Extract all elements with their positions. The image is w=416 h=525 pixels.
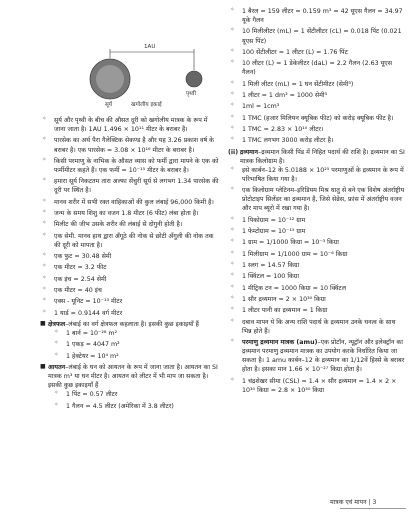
list-item-text: 1 मिली लीटर (mL) = 1 घन सेंटीमीटर (सेमी³) <box>242 80 354 88</box>
list-item-text: 1 लीटर पानी का द्रव्यमान = 1 किग्रा <box>242 307 328 315</box>
mass-label: (ii) <box>228 148 239 156</box>
list-item <box>40 309 220 318</box>
diamond-bullet-icon: ✧ <box>230 186 235 193</box>
list-item <box>40 275 220 284</box>
list-item-text: 1 मिलीग्राम = 1/1000 ग्राम = 10⁻⁶ किग्रा <box>242 250 348 258</box>
list-item <box>228 295 406 304</box>
list-item-text: 1 क्विंटल = 100 किग्रा <box>242 273 299 281</box>
amu-item <box>228 338 406 375</box>
diamond-bullet-icon: ✧ <box>230 376 235 383</box>
diamond-bullet-icon: ✧ <box>42 177 47 184</box>
area-section <box>40 320 220 329</box>
left-column <box>40 0 220 413</box>
diamond-bullet-icon: ✧ <box>54 401 59 408</box>
list-item <box>40 198 220 207</box>
list-item <box>40 209 220 218</box>
diamond-bullet-icon: ✧ <box>230 124 235 131</box>
list-item-text: सूर्य और पृथ्वी के बीच की औसत दूरी को खगोलीय मात्रक के रूप में जाना जाता है। 1AU 1.496 × 10¹¹ मीटर के बराबर है। <box>54 117 208 134</box>
diamond-bullet-icon: ✧ <box>54 340 59 347</box>
list-item <box>40 177 220 195</box>
list-item <box>228 227 406 236</box>
list-item-text: 1 पिंट = 0.57 लीटर <box>66 391 118 399</box>
diamond-bullet-icon: ✧ <box>42 220 47 227</box>
diamond-bullet-icon: ✧ <box>54 329 59 336</box>
list-item <box>40 116 220 134</box>
list-item <box>228 80 406 89</box>
list-item <box>40 390 220 399</box>
list-item-text: एक किलोग्राम प्लेटिनम–इरिडियम मिश्र धातु से बने एक विशेष अंतर्राष्ट्रीय प्रोटोटाइप सिलेंडर का द्रव्यमान है, जिसे सेव्रेस, फ्रांस में अंतर्राष्ट्रीय वजन और माप ब्यूरो में रखा गया है। <box>242 187 405 213</box>
list-item <box>40 329 220 338</box>
list-item-text: 1ml = 1cm³ <box>242 103 280 111</box>
list-item <box>40 340 220 349</box>
list-item-text: एक इंच = 2.54 सेमी <box>54 275 107 283</box>
area-unit-list <box>40 329 220 361</box>
diamond-bullet-icon: ✧ <box>230 136 235 143</box>
amu-text: –एक प्रोटॉन, न्यूट्रॉन और इलेक्ट्रॉन का द्रव्यमान परमाणु द्रव्यमान मात्रक का उपयोग करके निर्धारित किया जा सकता है। 1 amu कार्बन–12 के द्रव्यमान का 1/12वें हिस्से के बराबर होता है। इसका मान 1.66 × 10⁻²⁷ किग्रा होता है। <box>242 339 405 374</box>
list-item-text: एक फुट = 30.48 सेमी <box>54 253 112 261</box>
list-item-text: 1 ग्राम = 1/1000 किग्रा = 10⁻³ किग्रा <box>242 239 339 247</box>
sun-label: सूर्य <box>105 102 113 108</box>
diamond-bullet-icon: ✧ <box>230 113 235 120</box>
diamond-bullet-icon: ✧ <box>230 272 235 279</box>
list-item <box>228 238 406 247</box>
area-text: –लंबाई का वर्ग क्षेत्रफल कहलाता है। इसकी कुछ इकाइयाँ हैं <box>65 321 199 328</box>
list-item-text: 1 TMC (हजार मिलियन क्यूबिक फीट) को करोड़ क्यूबिक फीट है। <box>242 114 394 122</box>
mass-text: –द्रव्यमान किसी पिंड में निहित पदार्थ की राशि है। द्रव्यमान का SI मात्रक किलोग्राम है। <box>240 148 405 165</box>
diamond-bullet-icon: ✧ <box>42 209 47 216</box>
diamond-bullet-icon: ✧ <box>230 90 235 97</box>
amu-title: परमाणु द्रव्यमान मात्रक (amu) <box>242 339 318 346</box>
diamond-bullet-icon: ✧ <box>42 136 47 143</box>
list-item <box>228 125 406 134</box>
list-item-text: 1 एकड़ = 4047 m² <box>66 341 120 349</box>
diamond-bullet-icon: ✧ <box>230 306 235 313</box>
list-item <box>228 48 406 57</box>
list-item-text: 1 लीटर = 1 dm³ = 1000 सेमी³ <box>242 91 328 99</box>
list-item-text: 1 सौर द्रव्यमान = 2 × 10³⁰ किग्रा <box>242 295 326 303</box>
diamond-bullet-icon: ✧ <box>42 252 47 259</box>
mass-title: द्रव्यमान <box>240 148 259 156</box>
list-item-text: 10 लीटर (L) = 1 डेकेलीटर (daL) = 2.2 गैलन (2.63 यूएस गैलन) <box>242 60 392 77</box>
right-bullet-list <box>228 7 406 145</box>
list-item <box>228 284 406 293</box>
diamond-bullet-icon: ✧ <box>42 197 47 204</box>
list-item <box>228 186 406 213</box>
diamond-bullet-icon: ✧ <box>230 249 235 256</box>
list-item <box>228 306 406 315</box>
list-item-text: पारसेक का अर्थ पैरा गैलेक्टिक सेकण्ड है और यह 3.26 प्रकाश वर्ष के बराबर है। एक पारसेक = 3.08 × 10¹⁶ मीटर के बराबर है। <box>54 137 215 154</box>
list-item <box>228 166 406 184</box>
list-item-text: 1 फेम्टोग्राम = 10⁻¹⁵ ग्राम <box>242 228 306 236</box>
list-item-text: जन्म के समय शिशु का वजन 1.8 मीटर (6 फीट) लंबा होता है। <box>54 210 199 218</box>
list-item <box>228 91 406 100</box>
diamond-bullet-icon: ✧ <box>230 27 235 34</box>
list-item <box>40 297 220 306</box>
list-item-text: 100 सेंटीलीटर = 1 लीटर (L) = 1.76 पिंट <box>242 48 348 56</box>
list-item-text: 1 बार्न = 10⁻²⁸ m² <box>66 330 118 338</box>
iau-label: 1AU <box>144 44 156 50</box>
page-footer: मात्रक एवं मापन | 3 <box>330 499 377 506</box>
list-item <box>228 59 406 77</box>
diamond-bullet-icon: ✧ <box>54 390 59 397</box>
list-item <box>228 250 406 259</box>
list-item <box>40 232 220 250</box>
mass-section <box>228 148 406 166</box>
list-item-text: 10 मिलीलीटर (mL) = 1 सेंटीलीटर (cL) = 0.018 पिंट (0.021 यूएस पिंट) <box>242 28 402 45</box>
diamond-bullet-icon: ✧ <box>230 7 235 13</box>
list-item-text: 1 हेक्टेयर = 10⁴ m² <box>66 352 119 360</box>
list-item-text: एक मीटर = 3.2 फीट <box>54 264 107 272</box>
list-item <box>228 102 406 111</box>
volume-text: –लंबाई के घन को आयतन के रूप में जाना जाता है। आयतन का SI मात्रक m³ या घन मीटर है। आयतन को लीटर में भी माप जा सकता है। इसकी कुछ इकाइयाँ हैं <box>48 364 218 390</box>
list-item-text: एक सेमी. मानव हाथ द्वारा अँगूठे की नोक से छोटी अँगुली की नोक तक की दूरी को मापता है। <box>54 232 214 249</box>
list-item-text: 1 TMC = 2.83 × 10¹⁰ लीटर। <box>242 125 324 133</box>
list-item <box>228 27 406 45</box>
diamond-bullet-icon: ✧ <box>230 261 235 267</box>
list-item <box>228 7 406 25</box>
amu-list <box>228 338 406 395</box>
list-item <box>228 318 406 336</box>
list-item <box>40 286 220 295</box>
list-item-text: 1 गैलन = 4.5 लीटर (अमेरिका में 3.8 लीटर) <box>66 402 174 410</box>
astronomical-unit-figure <box>88 46 228 110</box>
list-item <box>40 252 220 261</box>
list-item <box>40 220 220 229</box>
list-item-text: 1 बैरल = 159 लीटर = 0.159 m³ = 42 यूएस गैलन = 34.97 यूके गैलन <box>242 8 403 25</box>
list-item <box>40 263 220 272</box>
list-item-text: 1 पिकोग्राम = 10⁻¹² ग्राम <box>242 216 306 224</box>
square-bullet-icon: ■ <box>40 320 46 327</box>
diamond-bullet-icon: ✧ <box>230 317 235 324</box>
list-item-text: हमारा सूर्य निकटतम तारा अल्फा सेंचुरी सूर्य से लगभग 1.34 पारसेक की दूरी पर स्थित है। <box>54 178 219 195</box>
mass-unit-list <box>228 166 406 336</box>
list-item <box>228 136 406 145</box>
list-item-text: 1 स्लग = 14.57 किग्रा <box>242 262 300 269</box>
diamond-bullet-icon: ✧ <box>42 297 47 304</box>
volume-section <box>40 363 220 390</box>
diamond-bullet-icon: ✧ <box>42 231 47 238</box>
list-item <box>228 114 406 123</box>
diamond-bullet-icon: ✧ <box>42 156 47 163</box>
diamond-bullet-icon: ✧ <box>42 274 47 281</box>
list-item-text: एक मीटर = 40 इंच <box>54 287 102 295</box>
list-item <box>40 136 220 154</box>
list-item-text: मिलीट की जीभ उसके शरीर की लंबाई से दोगुनी होती है। <box>54 221 183 229</box>
earth-label: पृथ्वी <box>186 91 196 97</box>
chandrasekhar-text: 1 चंद्रशेखर सीमा (CSL) = 1.4 × सौर द्रव्यमान = 1.4 × 2 × 10³⁰ किग्रा = 2.8 × 10³⁰ किग्रा <box>242 377 397 394</box>
diamond-bullet-icon: ✧ <box>54 351 59 358</box>
diamond-bullet-icon: ✧ <box>230 102 235 109</box>
list-item <box>40 402 220 411</box>
list-item <box>40 157 220 175</box>
footer-divider <box>340 508 406 509</box>
diamond-bullet-icon: ✧ <box>230 227 235 234</box>
diamond-bullet-icon: ✧ <box>230 294 235 301</box>
diamond-bullet-icon: ✧ <box>230 238 235 245</box>
diamond-bullet-icon: ✧ <box>230 215 235 222</box>
list-item-text: मानव शरीर में सभी रक्त वाहिकाओं की कुल लंबाई 96,000 किमी है। <box>54 198 214 206</box>
list-item-text: 1 TMC लगभग 3000 करोड़ लीटर है। <box>242 137 334 145</box>
list-item <box>228 272 406 281</box>
list-item <box>40 352 220 361</box>
list-item-text: 1 यार्ड = 0.9144 वर्ग मीटर <box>54 309 123 317</box>
diamond-bullet-icon: ✧ <box>230 283 235 290</box>
diamond-bullet-icon: ✧ <box>230 59 235 66</box>
area-title: क्षेत्रफल <box>48 321 66 328</box>
right-column <box>228 7 406 397</box>
diamond-bullet-icon: ✧ <box>42 263 47 270</box>
list-item-text: इसे कार्बन–12 के 5.0188 × 10²⁵ परमाणुओं के द्रव्यमान के रूप में परिभाषित किया गया है। <box>242 166 404 183</box>
square-bullet-icon: ■ <box>40 363 46 371</box>
list-item-text: किसी परमाणु के नाभिक के औसत व्यास को फर्मी द्वारा मापने के एक को फर्मीमीटर कहते हैं। एक फर्मी = 10⁻¹⁵ मीटर के बराबर है। <box>54 157 219 174</box>
diamond-bullet-icon: ✧ <box>42 308 47 315</box>
diamond-bullet-icon: ✧ <box>230 47 235 54</box>
list-item <box>228 261 406 270</box>
left-bullet-list <box>40 116 220 318</box>
list-item-text: दबाव मापन ये कि अन्य राशि पदार्थ के द्रव्यमान उनके घनत्व के साथ भिन्न होते हैं। <box>242 318 396 335</box>
figure-caption: खगोलीय इकाई <box>131 102 162 108</box>
diamond-bullet-icon: ✧ <box>230 338 235 344</box>
list-item <box>228 216 406 225</box>
diamond-bullet-icon: ✧ <box>42 286 47 293</box>
diamond-bullet-icon: ✧ <box>230 79 235 86</box>
volume-title: आयतन <box>48 364 66 372</box>
diamond-bullet-icon: ✧ <box>230 165 235 172</box>
diamond-bullet-icon: ✧ <box>42 116 47 122</box>
list-item-text: 1 मीट्रिक टन = 1000 किग्रा = 10 क्विंटल <box>242 284 346 292</box>
volume-unit-list <box>40 390 220 410</box>
list-item-text: एक्स - यूनिट = 10⁻¹³ मीटर <box>54 298 123 306</box>
chandrasekhar-item <box>228 377 406 395</box>
